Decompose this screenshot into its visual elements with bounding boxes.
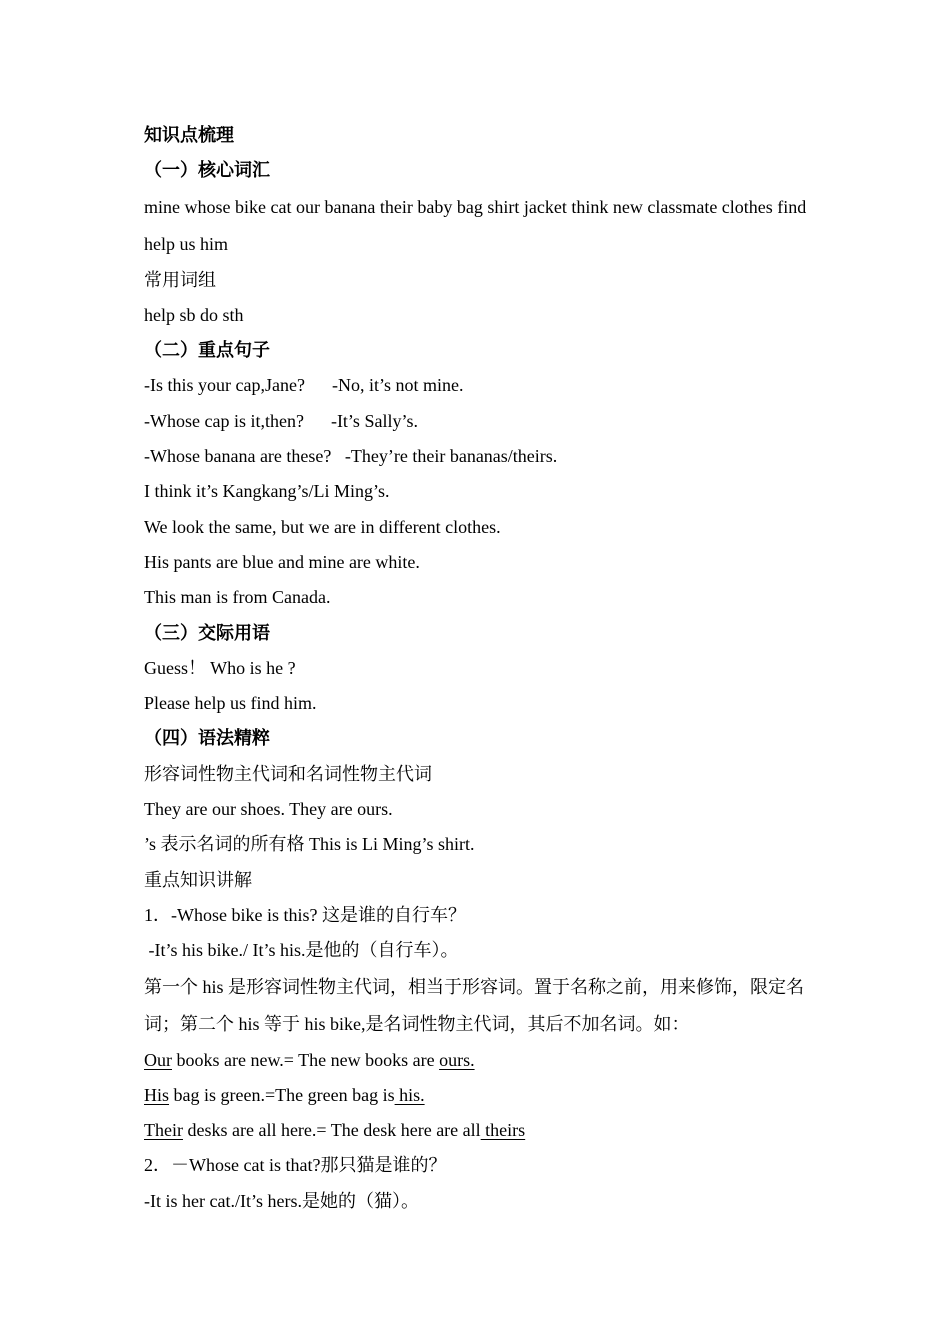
sentence-line: This man is from Canada. xyxy=(144,587,331,608)
expression-line: Please help us find him. xyxy=(144,693,317,714)
underlined-word: ours. xyxy=(439,1049,475,1070)
phrase-item: help sb do sth xyxy=(144,304,244,325)
document-page xyxy=(144,118,824,1219)
sentence-line: -Whose cap is it,then? -It’s Sally’s. xyxy=(144,410,418,431)
expression-line: Guess！ Who is he ? xyxy=(144,657,296,678)
example-line-1 xyxy=(144,1043,824,1078)
section-2-heading: （二）重点句子 xyxy=(144,340,270,361)
grammar-topic: 形容词性物主代词和名词性物主代词 xyxy=(144,763,432,784)
point-2-answer: -It is her cat./It’s hers.是她的（猫）。 xyxy=(144,1190,419,1211)
core-vocabulary: mine whose bike cat our banana their baby bag shirt jacket think new classmate clothes find help us him xyxy=(144,196,807,254)
sentence-line: I think it’s Kangkang’s/Li Ming’s. xyxy=(144,481,390,502)
example-line-3 xyxy=(144,1113,824,1148)
underlined-word: Our xyxy=(144,1049,172,1070)
doc-title: 知识点梳理 xyxy=(144,125,234,145)
underlined-word: his. xyxy=(394,1084,425,1105)
underlined-word: Their xyxy=(144,1120,183,1141)
underlined-word: His xyxy=(144,1084,170,1105)
point-1-question: 1．-Whose bike is this? 这是谁的自行车？ xyxy=(144,904,466,925)
key-points-label: 重点知识讲解 xyxy=(144,869,252,890)
sentence-line: -Is this your cap,Jane? -No, it’s not mine. xyxy=(144,375,464,396)
example-text: books are new.= The new books are xyxy=(172,1049,440,1070)
example-text: desks are all here.= The desk here are all xyxy=(182,1120,481,1141)
grammar-possessive: ’s 表示名词的所有格 This is Li Ming’s shirt. xyxy=(144,834,475,855)
section-1-heading: （一）核心词汇 xyxy=(144,160,270,181)
underlined-word: theirs xyxy=(480,1120,526,1141)
phrases-label: 常用词组 xyxy=(144,269,216,290)
section-4-heading: （四）语法精粹 xyxy=(144,728,270,749)
sentence-line: -Whose banana are these? -They’re their bananas/theirs. xyxy=(144,446,558,467)
grammar-example: They are our shoes. They are ours. xyxy=(144,799,393,820)
point-2-question: 2．－Whose cat is that?那只猫是谁的？ xyxy=(144,1155,447,1176)
example-line-2 xyxy=(144,1078,824,1113)
point-1-answer: -It’s his bike./ It’s his.是他的（自行车）。 xyxy=(144,940,459,961)
example-text: bag is green.=The green bag is xyxy=(169,1084,395,1105)
sentence-line: We look the same, but we are in different clothes. xyxy=(144,516,501,537)
section-3-heading: （三）交际用语 xyxy=(144,622,270,643)
point-1-explanation: 第一个 his 是形容词性物主代词，相当于形容词。置于名称之前，用来修饰，限定名词；第二个 his 等于 his bike,是名词性物主代词，其后不加名词。如： xyxy=(144,976,805,1034)
sentence-line: His pants are blue and mine are white. xyxy=(144,551,420,572)
